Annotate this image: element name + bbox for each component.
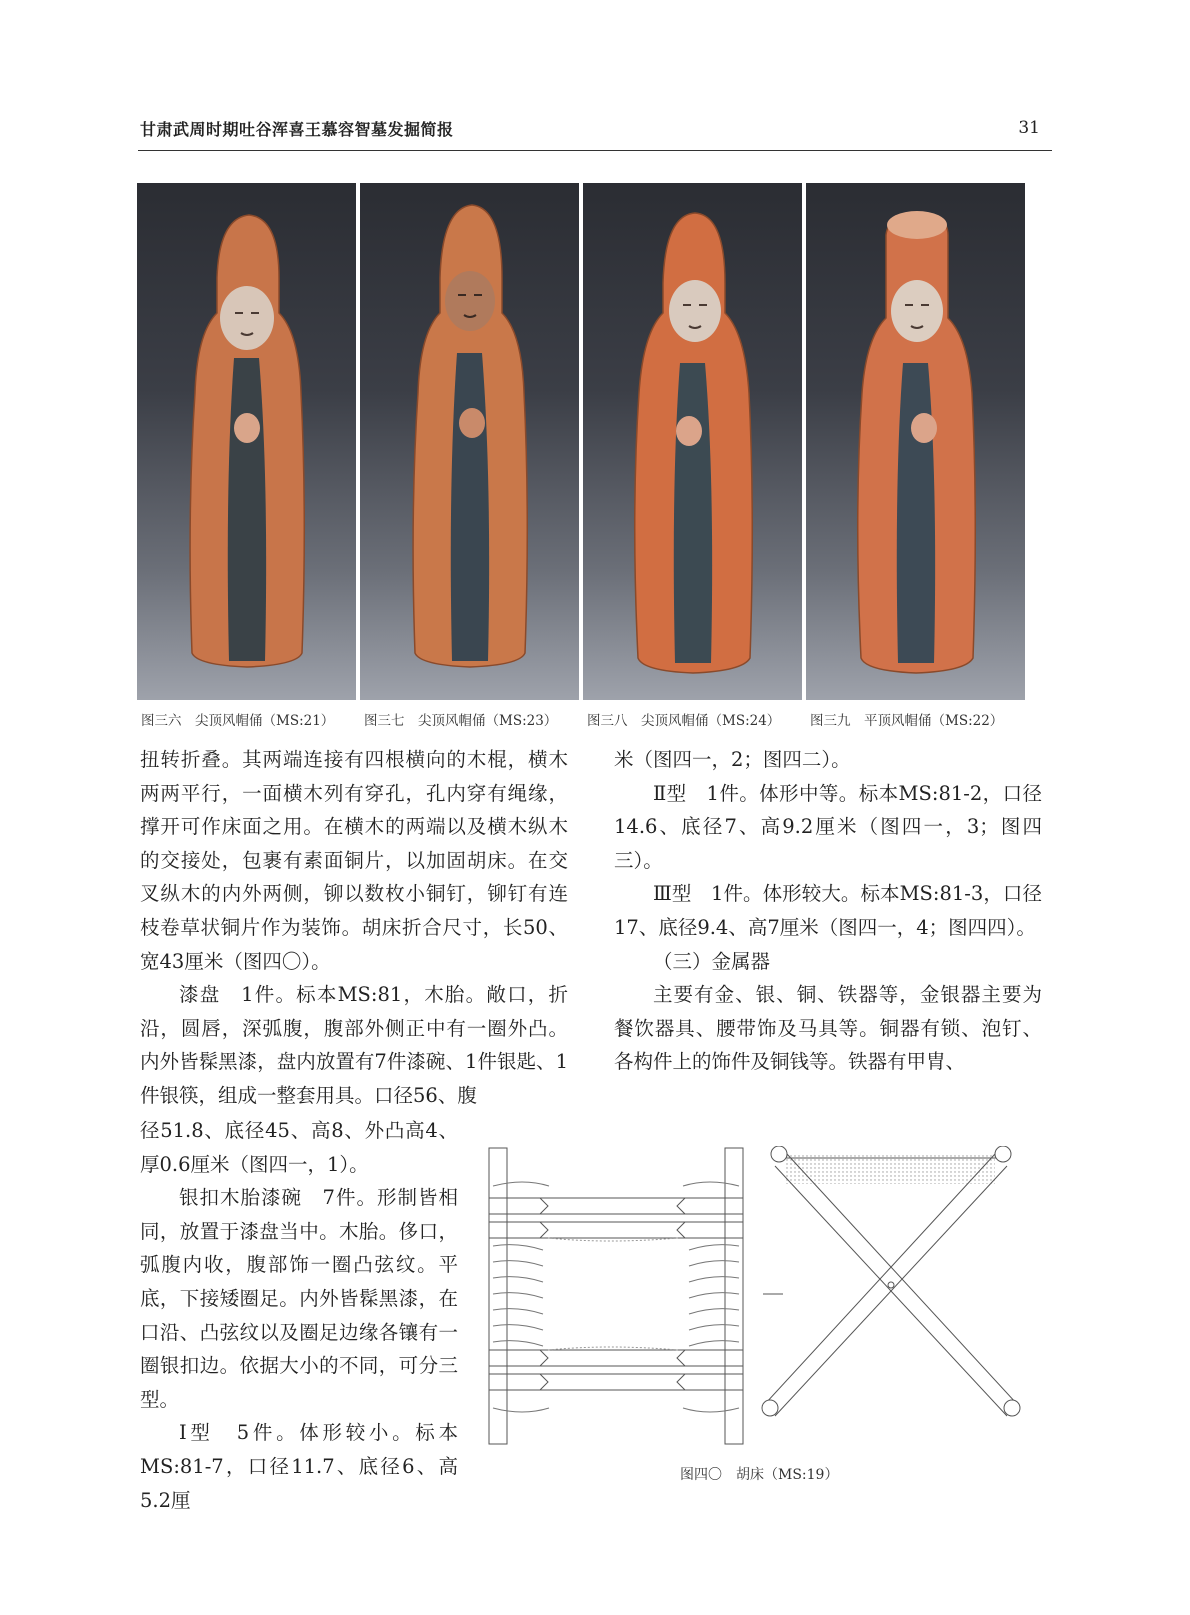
paragraph-lacquer-tray: 漆盘 1件。标本MS:81，木胎。敞口，折沿，圆唇，深弧腹，腹部外侧正中有一圈外凸。内外皆髹黑漆，盘内放置有7件漆碗、1件银匙、1件银筷，组成一整套用具。口径56、腹 [140, 983, 568, 1107]
hu-chuang-top-view [489, 1148, 743, 1444]
header-divider [138, 150, 1052, 151]
hu-chuang-side-view [762, 1146, 1020, 1416]
figurine-illustration [858, 211, 976, 673]
figure-40-caption: 图四〇 胡床（MS:19） [680, 1467, 839, 1483]
left-column-lower [140, 1114, 458, 1517]
page-number: 31 [1018, 118, 1040, 138]
paragraph-type-1: Ⅰ型 5件。体形较小。标本MS:81-7，口径11.7、底径6、高5.2厘 [140, 1421, 458, 1512]
photo-figurine-ms21 [137, 183, 356, 700]
section-heading-metal: （三）金属器 [653, 949, 771, 973]
photo-figurine-ms24 [583, 183, 802, 700]
paragraph-lacquer-bowl: 银扣木胎漆碗 7件。形制皆相同，放置于漆盘当中。木胎。侈口，弧腹内收，腹部饰一圈凸弦纹。平底，下接矮圈足。内外皆髹黑漆，在口沿、凸弦纹以及圈足边缘各镶有一圈银扣边。依据大小的不同，可分三型。 [140, 1186, 458, 1411]
paragraph-type-3: Ⅲ型 1件。体形较大。标本MS:81-3，口径17、底径9.4、高7厘米（图四一，4；图四四）。 [614, 882, 1042, 939]
figure-caption-38: 图三八 尖顶风帽俑（MS:24） [587, 713, 781, 729]
right-column [614, 743, 1042, 1079]
paragraph-type-2: Ⅱ型 1件。体形中等。标本MS:81-2，口径14.6、底径7、高9.2厘米（图四一，3；图四三）。 [614, 781, 1042, 872]
photo-figurine-ms22 [806, 183, 1025, 700]
paragraph-tray-dimensions: 径51.8、底径45、高8、外凸高4、厚0.6厘米（图四一，1）。 [140, 1119, 458, 1176]
left-column-upper [140, 743, 568, 1113]
figure-caption-37: 图三七 尖顶风帽俑（MS:23） [364, 713, 558, 729]
figurine-illustration [413, 205, 527, 667]
paragraph-metal-objects: 主要有金、银、铜、铁器等，金银器主要为餐饮器具、腰带饰及马具等。铜器有锁、泡钉、各构件上的饰件及铜钱等。铁器有甲胄、 [614, 983, 1042, 1074]
figurine-illustration [635, 213, 753, 673]
paragraph-type-1-end: 米（图四一，2；图四二）。 [614, 748, 851, 771]
figure-40-drawing [485, 1146, 1045, 1456]
photo-figurine-ms23 [360, 183, 579, 700]
figure-caption-36: 图三六 尖顶风帽俑（MS:21） [141, 713, 335, 729]
figure-caption-39: 图三九 平顶风帽俑（MS:22） [810, 713, 1004, 729]
figurine-illustration [190, 215, 304, 667]
paragraph-hu-chuang: 扭转折叠。其两端连接有四根横向的木棍，横木两两平行，一面横木列有穿孔，孔内穿有绳缘，撑开可作床面之用。在横木的两端以及横木纵木的交接处，包裹有素面铜片，以加固胡床。在交叉纵木的内外两侧，铆以数枚小铜钉，铆钉有连枝卷草状铜片作为装饰。胡床折合尺寸，长50、宽43厘米（图四〇）。 [140, 748, 568, 973]
running-header-title: 甘肃武周时期吐谷浑喜王慕容智墓发掘简报 [140, 120, 454, 139]
